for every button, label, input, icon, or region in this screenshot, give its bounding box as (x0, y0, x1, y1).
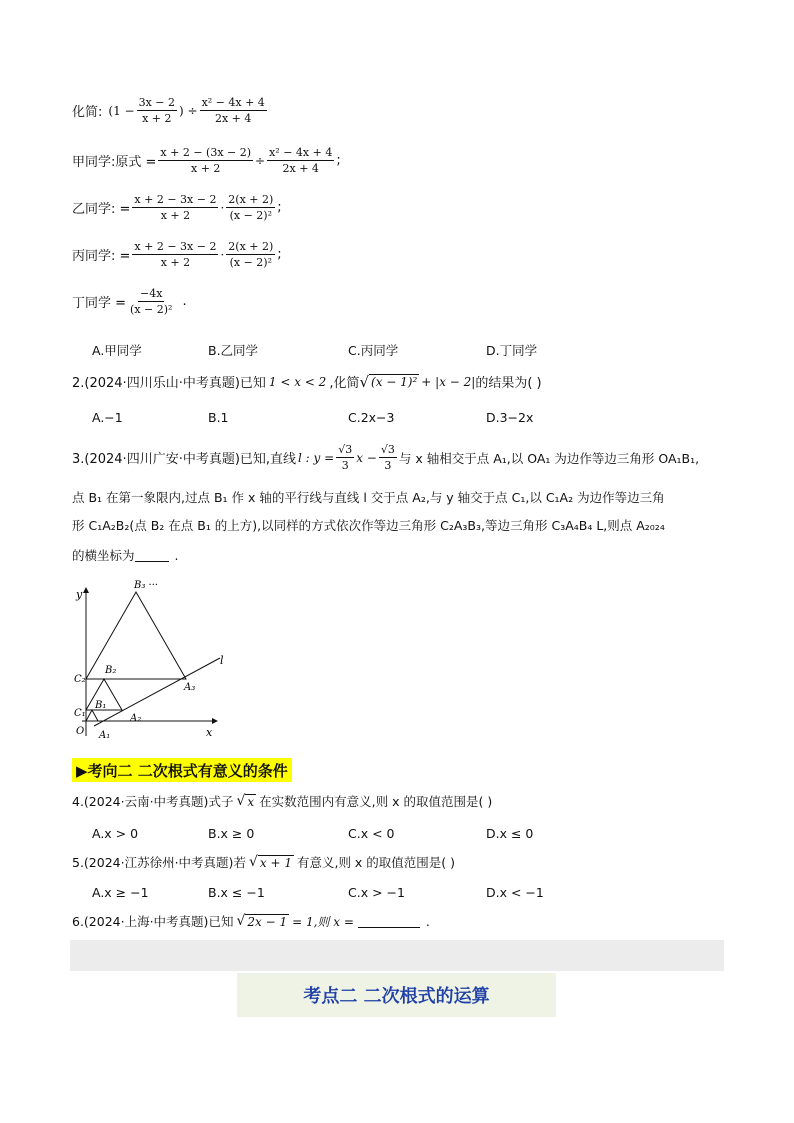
problem5-stem: 5.(2024·江苏徐州·中考真题)若 √ x + 1 有意义,则 x 的取值范围是( ) (72, 854, 456, 870)
fraction: $\frac{-4x}{\text{(x − 2)²}}$ (130, 287, 173, 316)
fraction: $\frac{\text{x² − 4x + 4}}{2x + 4}$ (269, 146, 333, 175)
triangle-figure (72, 576, 232, 746)
fraction: $\frac{3x - 2}{x + 2}$ (138, 96, 175, 125)
problem1-yi-line: 乙同学: = $\frac{x + 2 - 3x - 2}{x + 2}$ · $\frac{2(x + 2)}{\text{(x − 2)²}}$ ; (72, 193, 282, 222)
problem3-line1: 3.(2024·四川广安·中考真题)已知,直线 l : y = $\frac{√3}{3}$ x − $\frac{√3}{3}$ 与 x 轴相交于点 A₁,以 OA₁ 为边作等边三角形 OA₁B₁, (72, 443, 700, 472)
b2-label: B₂ (105, 665, 117, 676)
o-label: O (76, 726, 85, 737)
gray-divider (70, 940, 724, 971)
fraction: $\frac{2(x + 2)}{\text{(x − 2)²}}$ (228, 193, 274, 222)
fraction: $\frac{√3}{3}$ (380, 443, 395, 472)
choice-b[interactable]: B.x ≤ −1 (208, 885, 265, 900)
topic-header (237, 973, 556, 1017)
problem3-line2: 点 B₁ 在第一象限内,过点 B₁ 作 x 轴的平行线与直线 l 交于点 A₂,与 y 轴交于点 C₁,以 C₁A₂ 为边作等边三角 (72, 490, 665, 505)
choice-c[interactable]: C.x > −1 (348, 885, 405, 900)
fraction: $\frac{x + 2 - 3x - 2}{x + 2}$ (134, 193, 217, 222)
choice-b[interactable]: B.x ≥ 0 (208, 826, 255, 841)
fraction: $\frac{√3}{3}$ (338, 443, 353, 472)
b1-label: B₁ (95, 700, 107, 711)
fraction: $\frac{2(x + 2)}{\text{(x − 2)²}}$ (228, 240, 274, 269)
a3-label: A₃ (184, 682, 196, 693)
section-title: ▶考向二 二次根式有意义的条件 (76, 761, 288, 780)
choice-d[interactable]: D.3−2x (486, 410, 534, 425)
section-banner (72, 758, 292, 782)
choice-d[interactable]: D.x < −1 (486, 885, 544, 900)
problem4-stem: 4.(2024·云南·中考真题)式子 √ x 在实数范围内有意义,则 x 的取值范围是( ) (72, 793, 493, 809)
answer-blank[interactable] (358, 915, 420, 928)
a1-label: A₁ (99, 730, 111, 741)
choice-b[interactable]: B.1 (208, 410, 229, 425)
square-root: √ (x − 1)² (359, 372, 418, 391)
answer-blank[interactable] (135, 549, 169, 562)
problem1-jia-line: 甲同学:原式 = $\frac{x + 2 - (3x - 2)}{x + 2}$ ÷ $\frac{\text{x² − 4x + 4}}{2x + 4}$ ; (72, 146, 341, 175)
problem1-ding-line: 丁同学 = $\frac{-4x}{\text{(x − 2)²}}$ . (72, 287, 187, 316)
fraction: $\frac{x + 2 - (3x - 2)}{x + 2}$ (160, 146, 252, 175)
problem2-stem: 2.(2024·四川乐山·中考真题)已知 1 < x < 2 ,化简 √ (x − 1)² + |x − 2| 的结果为( ) (72, 372, 542, 391)
choice-c[interactable]: C.x < 0 (348, 826, 395, 841)
problem1-label: 化简: (72, 105, 103, 120)
b3-label: B₃ ··· (134, 580, 159, 591)
choice-c[interactable]: C.2x−3 (348, 410, 395, 425)
choice-a[interactable]: A.x ≥ −1 (92, 885, 149, 900)
x-label: x (206, 726, 213, 739)
triangle-c2a3b3 (86, 592, 186, 679)
square-root: √ x (236, 793, 255, 809)
choice-a[interactable]: A.x > 0 (92, 826, 139, 841)
triangle-oa1b1 (86, 710, 98, 721)
y-label: y (76, 588, 83, 601)
fraction: $\frac{x + 2 - 3x - 2}{x + 2}$ (134, 240, 217, 269)
topic-title: 考点二 二次根式的运算 (303, 986, 490, 1007)
choice-c[interactable]: C.丙同学 (348, 343, 399, 358)
problem1-expression: 化简: (1 − $\frac{3x - 2}{x + 2}$ ) ÷ $\frac{\text{x² − 4x + 4}}{2x + 4}$ (72, 96, 265, 125)
choice-d[interactable]: D.x ≤ 0 (486, 826, 534, 841)
problem6-stem: 6.(2024·上海·中考真题)已知 √ 2x − 1 = 1,则 x = . (72, 913, 430, 929)
choice-d[interactable]: D.丁同学 (486, 343, 538, 358)
square-root: √ 2x − 1 (236, 913, 288, 929)
c2-label: C₂ (74, 674, 86, 685)
c1-label: C₁ (74, 708, 86, 719)
choice-b[interactable]: B.乙同学 (208, 343, 259, 358)
fraction: $\frac{\text{x² − 4x + 4}}{2x + 4}$ (201, 96, 265, 125)
problem3-line3: 形 C₁A₂B₂(点 B₂ 在点 B₁ 的上方),以同样的方式依次作等边三角形 C₂A₃B₃,等边三角形 C₃A₄B₄ L,则点 A₂₀₂₄ (72, 518, 665, 533)
a2-label: A₂ (130, 713, 142, 724)
l-label: l (220, 654, 224, 667)
square-root: √ x + 1 (248, 854, 292, 870)
problem1-bing-line: 丙同学: = $\frac{x + 2 - 3x - 2}{x + 2}$ · $\frac{2(x + 2)}{\text{(x − 2)²}}$ ; (72, 240, 282, 269)
choice-a[interactable]: A.甲同学 (92, 343, 142, 358)
problem3-line4: 的横坐标为 . (72, 547, 179, 563)
choice-a[interactable]: A.−1 (92, 410, 123, 425)
